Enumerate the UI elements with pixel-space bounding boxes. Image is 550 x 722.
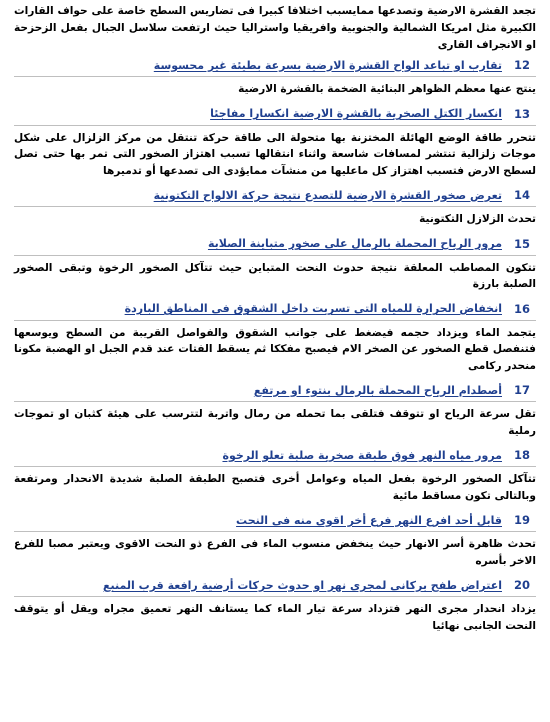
answer-item bbox=[14, 298, 536, 375]
item-heading: انخفاض الحرارة للمياه التى تسربت داخل الشقوق فى المناطق الباردة bbox=[124, 302, 502, 315]
item-heading-row bbox=[14, 379, 536, 402]
item-heading: اعتراض طفح بركانى لمجرى نهر او حدوث حركات أرضية رافعة قرب المنبع bbox=[103, 578, 502, 592]
item-body: تقل سرعة الرياح او تتوقف فتلقى بما تحمله من رمال واتربة لتترسب على هيئة كثبان او تموجات رملية bbox=[14, 408, 536, 437]
answer-item bbox=[14, 444, 536, 504]
item-body: يتجمد الماء ويزداد حجمه فيضغط على جوانب الشقوق والفواصل القريبة من السطح ويوسعها فتنفصل قطع الصخور عن الصخر الام فيصبح مفككا ثم يسقط الفتات عند قدم الجبل او الهضبة مكونا منحدر ركامى bbox=[14, 326, 536, 372]
item-heading-row bbox=[14, 233, 536, 256]
item-heading: تقارب او تباعد الواح القشرة الارضية بسرعة بطيئة غير محسوسة bbox=[153, 58, 502, 72]
item-number: 13 bbox=[513, 106, 530, 121]
item-body: ينتج عنها معظم الظواهر البنائية الضخمة بالقشرة الارضية bbox=[238, 83, 536, 95]
item-heading-row bbox=[14, 574, 536, 597]
item-heading: مرور الرياح المحملة بالرمال على صخور متباينة الصلابة bbox=[207, 237, 502, 250]
item-heading-row bbox=[14, 298, 536, 321]
answer-item bbox=[14, 574, 536, 634]
item-body: تحدث الزلازل التكتونية bbox=[419, 213, 536, 225]
answer-item bbox=[14, 184, 536, 228]
item-number: 17 bbox=[513, 383, 530, 397]
item-heading: أصطدام الرياح المحملة بالرمال بنتوء او مرتفع bbox=[253, 383, 502, 397]
item-heading: انكسار الكتل الصخرية بالقشرة الارضية انكسارا مفاجئا bbox=[210, 107, 502, 120]
item-body: تحدث ظاهرة أسر الانهار حيث ينخفض منسوب الماء فى الفرع ذو النحت الاقوى ويعتبر مصبا للفرع الاخر بأسره bbox=[14, 538, 536, 567]
answer-item bbox=[14, 103, 536, 180]
item-number: 14 bbox=[513, 188, 530, 202]
item-heading-row bbox=[14, 54, 536, 77]
item-number: 19 bbox=[513, 513, 530, 527]
item-number: 18 bbox=[513, 448, 530, 462]
item-heading-row bbox=[14, 444, 536, 467]
item-body: تتحرر طاقة الوضع الهائلة المختزنة بها متحولة الى طاقة حركة تنتقل من مركز الزلزال على شكل موجات زلزالية تنتشر لمسافات شاسعة واثناء انتقالها تسبب اهتزاز الصخور التى تمر بها حتى تصل لسطح الارض فتسبب اهتزاز كل ماعليها من منشآت ممايؤدى الى تصدعها أو تدميرها bbox=[14, 131, 536, 177]
item-number: 12 bbox=[513, 58, 530, 72]
item-number: 20 bbox=[513, 578, 530, 592]
item-body: تتآكل الصخور الرخوة بفعل المياه وعوامل أخرى فتصبح الطبقة الصلبة شديدة الانحدار ومرتفعة وبالتالى تكون مساقط مائية bbox=[14, 473, 536, 502]
item-heading: قابل أحد افرع النهر فرع أخر اقوى منه فى النحت bbox=[236, 513, 502, 527]
item-body: يزداد انحدار مجرى النهر فتزداد سرعة تيار الماء كما يستانف النهر تعميق مجراه ويقل أو يتوقف النحت الجانبى نهائيا bbox=[14, 603, 536, 632]
answer-item bbox=[14, 233, 536, 293]
item-heading-row bbox=[14, 103, 536, 126]
item-heading: مرور مياه النهر فوق طبقة صخرية صلبة تعلو الرخوة bbox=[222, 448, 502, 462]
item-heading-row bbox=[14, 509, 536, 532]
answer-item bbox=[14, 54, 536, 98]
item-number: 15 bbox=[513, 236, 530, 251]
answer-item bbox=[14, 509, 536, 569]
intro-paragraph: تجعد القشرة الارضية وتصدعها ممايسبب اختلافا كبيرا فى تضاريس السطح خاصة على حواف القارات الكبيرة مثل امريكا الشمالية والجنوبية وافريقيا واستراليا حيث ارتفعت سلاسل الجبال بفعل الزحزحة او الانجراف القارى bbox=[14, 5, 536, 51]
answer-list bbox=[14, 54, 536, 634]
item-heading-row bbox=[14, 184, 536, 207]
item-number: 16 bbox=[513, 301, 530, 316]
item-body: تتكون المصاطب المعلقة نتيجة حدوث النحت المتباين حيث تتآكل الصخور الرخوة وتبقى الصخور الصلبة بارزة bbox=[14, 261, 536, 290]
item-heading: تعرض صخور القشرة الارضية للتصدع نتيجة حركة الالواح التكتونية bbox=[153, 188, 502, 202]
answer-item bbox=[14, 379, 536, 439]
